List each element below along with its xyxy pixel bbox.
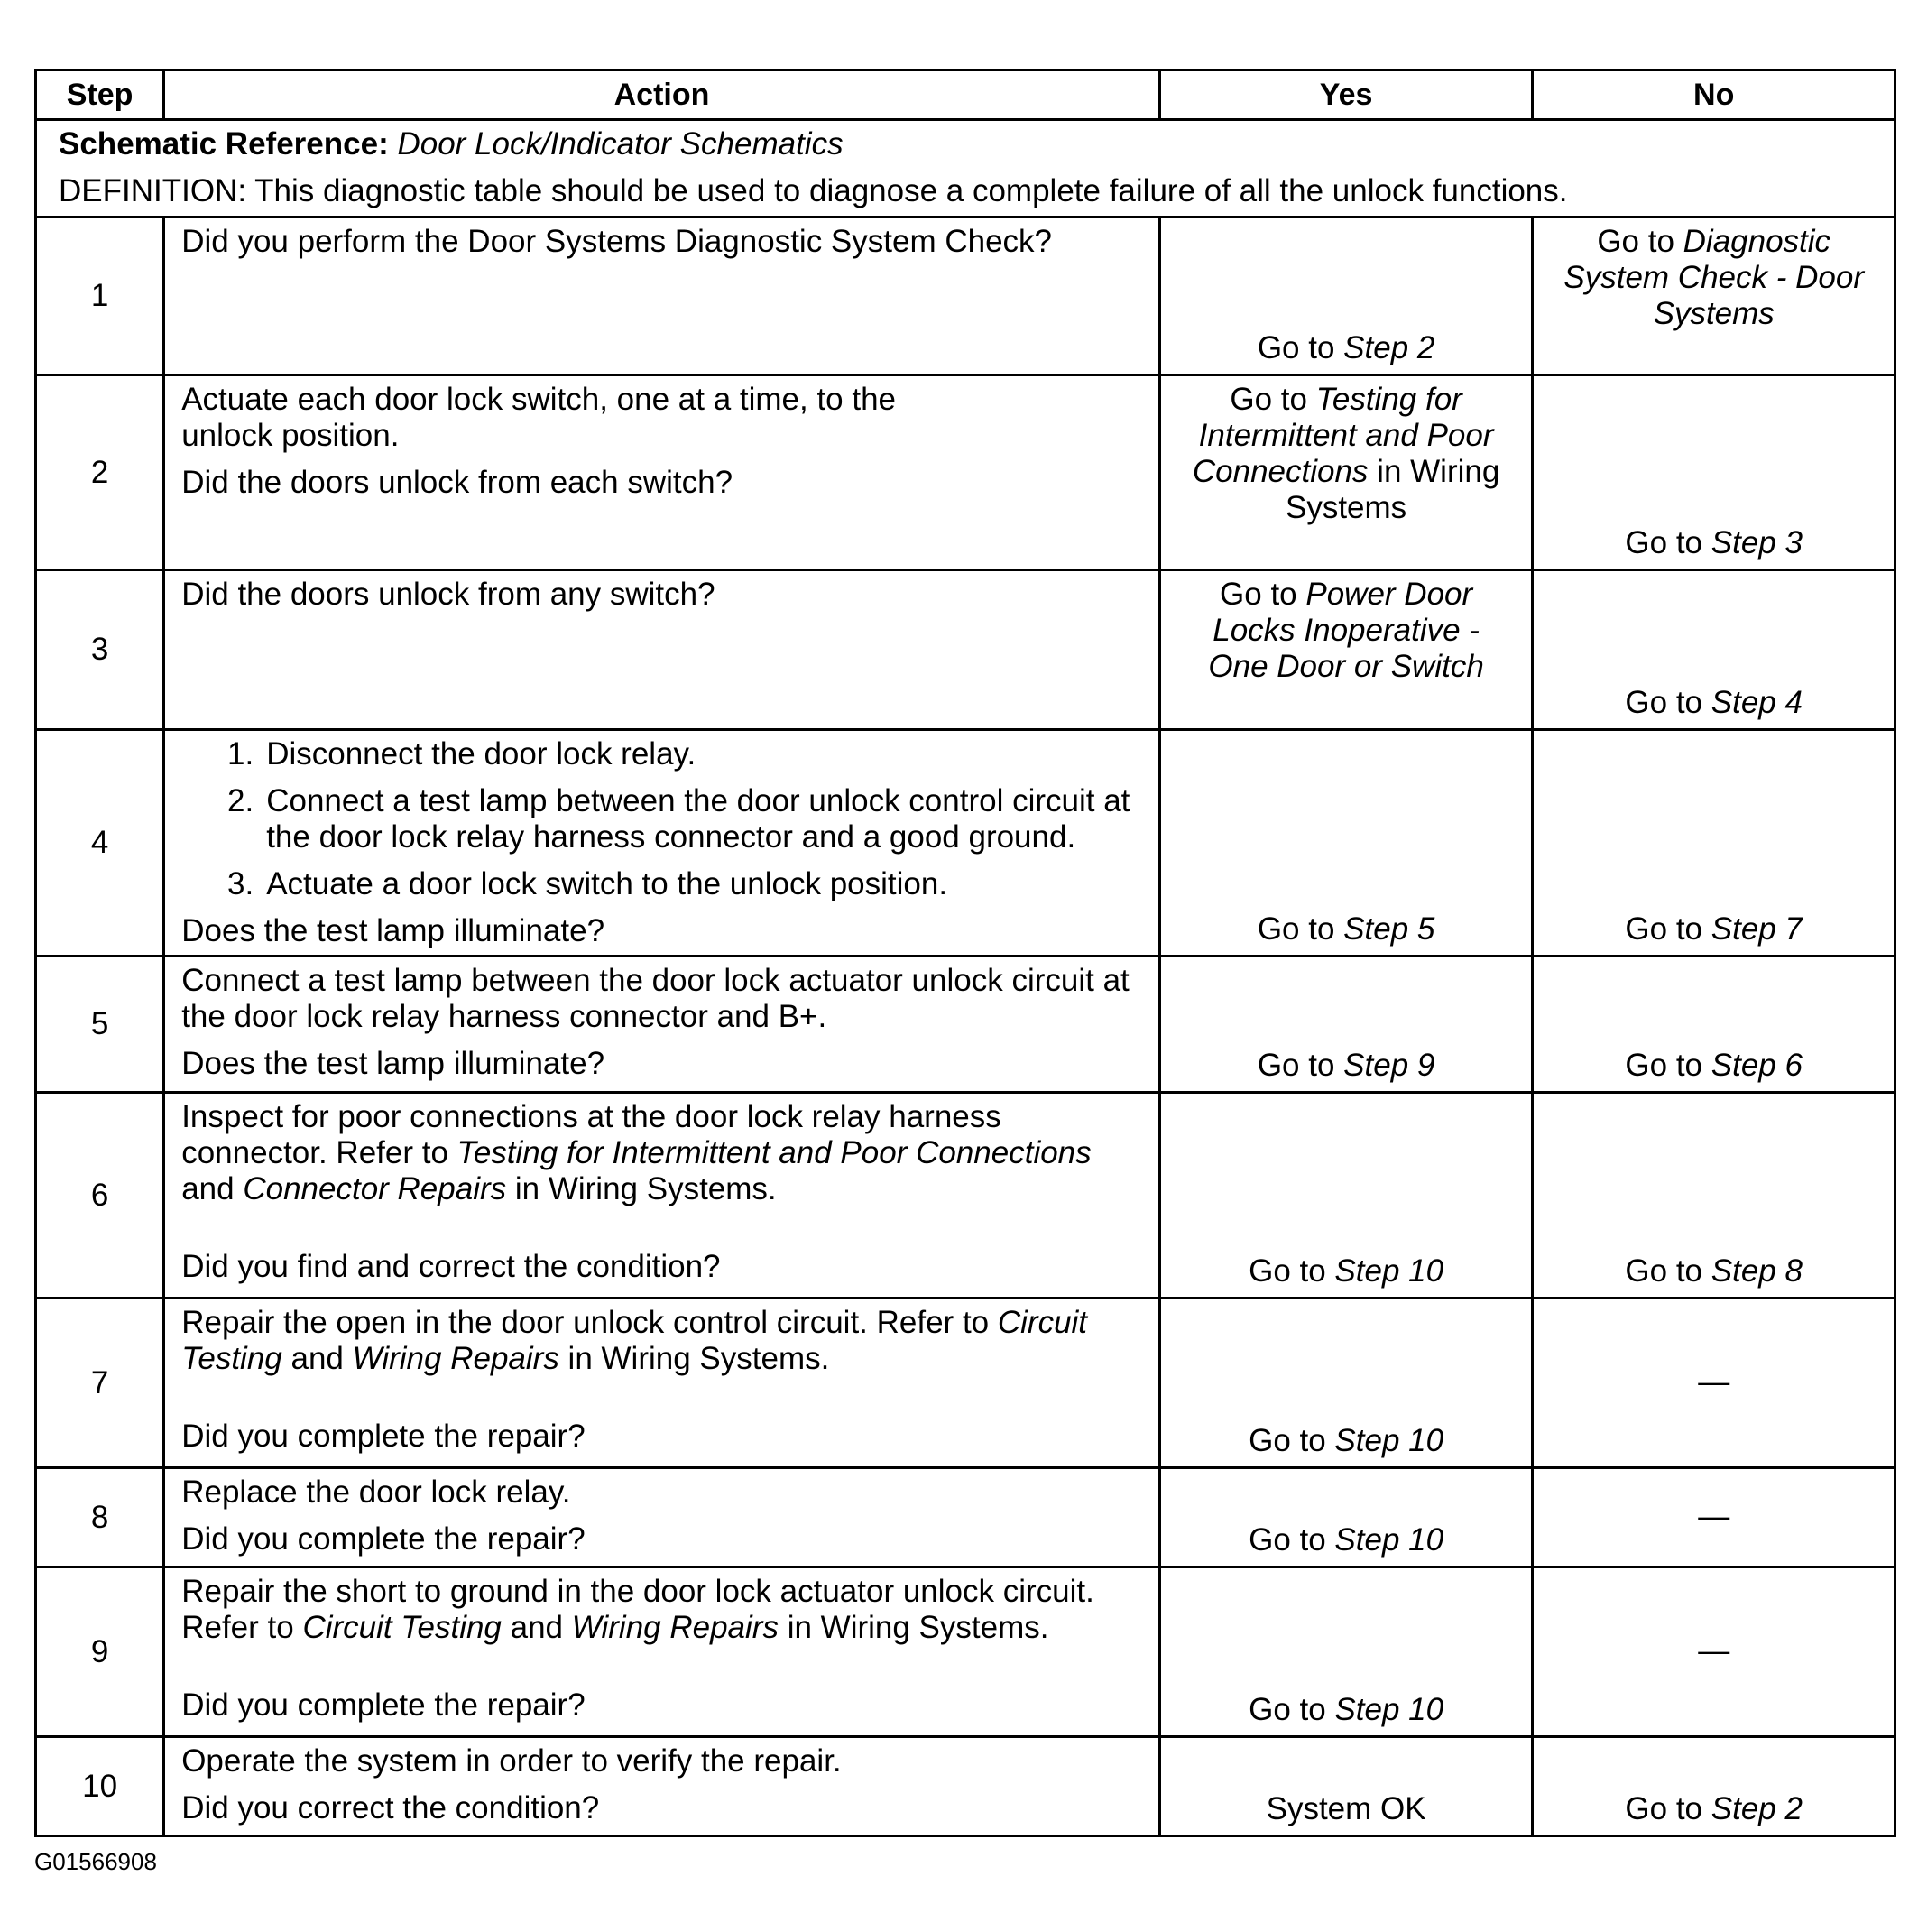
yes-prefix: Go to: [1230, 382, 1316, 417]
yes-link[interactable]: Step 10: [1334, 1692, 1444, 1727]
header-step: Step: [36, 70, 164, 120]
action-cell: [164, 1299, 1160, 1468]
header-yes: Yes: [1159, 70, 1533, 120]
action-text: [181, 1099, 1142, 1207]
no-cell: [1533, 1093, 1895, 1299]
list-text: Actuate a door lock switch to the unlock position.: [266, 866, 948, 901]
yes-prefix: Go to: [1257, 911, 1344, 947]
no-cell: [1533, 957, 1895, 1093]
yes-cell: [1159, 1567, 1533, 1737]
no-prefix: Go to: [1625, 685, 1711, 720]
yes-cell: [1159, 375, 1533, 570]
table-row: [36, 1093, 1895, 1299]
no-link[interactable]: Diagnostic System Check - Door Systems: [1563, 224, 1864, 331]
action-text-part: in Wiring Systems.: [778, 1610, 1049, 1645]
no-prefix: Go to: [1597, 224, 1683, 259]
action-question: Did you complete the repair?: [181, 1521, 586, 1557]
table-row: [36, 375, 1895, 570]
table-row: [36, 730, 1895, 957]
step-number: 7: [36, 1299, 164, 1468]
step-number: 4: [36, 730, 164, 957]
yes-suffix: in Wiring Systems: [1285, 454, 1500, 525]
no-cell: [1533, 1737, 1895, 1836]
header-action: Action: [164, 70, 1160, 120]
no-cell: [1533, 570, 1895, 730]
no-prefix: Go to: [1625, 525, 1711, 560]
header-row: [36, 70, 1895, 120]
action-question: Did the doors unlock from any switch?: [181, 577, 715, 612]
action-cell: [164, 957, 1160, 1093]
yes-link[interactable]: Step 2: [1343, 330, 1435, 365]
action-cell: [164, 1468, 1160, 1567]
yes-cell: [1159, 1299, 1533, 1468]
yes-prefix: Go to: [1257, 1048, 1344, 1083]
yes-prefix: Go to: [1249, 1692, 1335, 1727]
schematic-reference-cell: [36, 120, 1895, 217]
action-text-part: and: [281, 1341, 353, 1376]
step-number: 2: [36, 375, 164, 570]
list-number: 3.: [227, 866, 254, 901]
table-row: [36, 1299, 1895, 1468]
step-number: 3: [36, 570, 164, 730]
no-link[interactable]: Step 4: [1711, 685, 1803, 720]
action-question: Did you perform the Door Systems Diagnostic System Check?: [181, 224, 1053, 259]
yes-cell: [1159, 957, 1533, 1093]
no-link[interactable]: Step 8: [1711, 1253, 1803, 1289]
action-cell: [164, 730, 1160, 957]
yes-cell: System OK: [1159, 1737, 1533, 1836]
list-number: 2.: [227, 783, 254, 818]
yes-cell: [1159, 217, 1533, 375]
action-question: Did you correct the condition?: [181, 1790, 600, 1826]
yes-link[interactable]: Step 5: [1343, 911, 1435, 947]
action-text: [181, 1574, 1142, 1646]
no-cell: [1533, 730, 1895, 957]
step-number: 1: [36, 217, 164, 375]
step-number: 9: [36, 1567, 164, 1737]
yes-link[interactable]: Step 10: [1334, 1423, 1444, 1458]
action-text: Replace the door lock relay.: [181, 1474, 571, 1510]
step-number: 8: [36, 1468, 164, 1567]
yes-cell: [1159, 1093, 1533, 1299]
yes-link[interactable]: Power Door Locks Inoperative - One Door or Switch: [1208, 577, 1484, 684]
no-cell: [1533, 217, 1895, 375]
no-prefix: Go to: [1625, 1048, 1711, 1083]
diagnostic-table: [34, 69, 1896, 1837]
action-text: Connect a test lamp between the door lock actuator unlock circuit at the door lock relay harness connector and B+.: [181, 963, 1130, 1034]
action-text-part: and: [501, 1610, 572, 1645]
action-text-part: Inspect for poor connections at the door lock relay harness connector. Refer to: [181, 1099, 1001, 1170]
action-question: Does the test lamp illuminate?: [181, 1046, 605, 1081]
yes-prefix: Go to: [1249, 1253, 1335, 1289]
yes-link[interactable]: Step 9: [1343, 1048, 1435, 1083]
action-link[interactable]: Wiring Repairs: [352, 1341, 559, 1376]
no-link[interactable]: Step 7: [1711, 911, 1803, 947]
action-text: Operate the system in order to verify the repair.: [181, 1743, 842, 1779]
action-cell: [164, 1567, 1160, 1737]
no-prefix: Go to: [1625, 1253, 1711, 1289]
action-question: Did you complete the repair?: [181, 1687, 586, 1723]
no-prefix: Go to: [1625, 911, 1711, 947]
yes-prefix: Go to: [1249, 1522, 1335, 1558]
action-cell: [164, 1093, 1160, 1299]
step-number: 6: [36, 1093, 164, 1299]
action-text-part: in Wiring Systems.: [558, 1341, 830, 1376]
schematic-reference-label: Schematic Reference:: [59, 126, 389, 162]
action-text-part: Repair the open in the door unlock control circuit. Refer to: [181, 1305, 998, 1340]
header-no: No: [1533, 70, 1895, 120]
no-cell: —: [1533, 1567, 1895, 1737]
yes-link[interactable]: Testing for Intermittent and Poor Connections: [1192, 382, 1494, 489]
action-text: Actuate each door lock switch, one at a time, to the unlock position.: [181, 382, 897, 453]
no-link[interactable]: Step 2: [1711, 1791, 1803, 1826]
action-cell: [164, 217, 1160, 375]
yes-cell: [1159, 570, 1533, 730]
step-number: 5: [36, 957, 164, 1093]
table-row: [36, 1737, 1895, 1836]
action-text: [181, 1305, 1142, 1377]
action-text-part: in Wiring Systems.: [506, 1171, 777, 1206]
table-row: [36, 957, 1895, 1093]
action-question: Does the test lamp illuminate?: [181, 913, 605, 948]
table-row: [36, 217, 1895, 375]
action-link[interactable]: Testing for Intermittent and Poor Connections: [456, 1135, 1092, 1170]
yes-cell: [1159, 1468, 1533, 1567]
action-text-part: Repair the short to ground in the door lock actuator unlock circuit. Refer to: [181, 1574, 1094, 1645]
schematic-reference-link[interactable]: Door Lock/Indicator Schematics: [397, 126, 844, 162]
action-question: Did you complete the repair?: [181, 1419, 586, 1454]
yes-prefix: Go to: [1249, 1423, 1335, 1458]
no-prefix: Go to: [1625, 1791, 1711, 1826]
action-cell: [164, 375, 1160, 570]
yes-cell: [1159, 730, 1533, 957]
action-cell: [164, 1737, 1160, 1836]
table-row: [36, 1468, 1895, 1567]
action-question: Did you find and correct the condition?: [181, 1249, 721, 1284]
action-link[interactable]: Wiring Repairs: [571, 1610, 779, 1645]
schematic-reference-row: [36, 120, 1895, 217]
list-text: Connect a test lamp between the door unlock control circuit at the door lock relay harness connector and a good ground.: [266, 783, 1130, 855]
action-link[interactable]: Connector Repairs: [243, 1171, 507, 1206]
yes-link[interactable]: Step 10: [1334, 1253, 1444, 1289]
no-cell: —: [1533, 1299, 1895, 1468]
yes-link[interactable]: Step 10: [1334, 1522, 1444, 1558]
action-question: Did the doors unlock from each switch?: [181, 465, 733, 500]
no-link[interactable]: Step 3: [1711, 525, 1803, 560]
list-text: Disconnect the door lock relay.: [266, 736, 696, 772]
action-link[interactable]: Circuit Testing: [302, 1610, 502, 1645]
list-number: 1.: [227, 736, 254, 772]
no-cell: —: [1533, 1468, 1895, 1567]
figure-id: G01566908: [34, 1848, 157, 1875]
list-item: [181, 736, 1142, 772]
yes-prefix: Go to: [1257, 330, 1344, 365]
procedure-list: [181, 736, 1142, 902]
action-text-part: and: [181, 1171, 244, 1206]
table-row: [36, 570, 1895, 730]
definition-text: DEFINITION: This diagnostic table should be used to diagnose a complete failure of all the unlock functions.: [59, 173, 1568, 208]
no-cell: [1533, 375, 1895, 570]
table-row: [36, 1567, 1895, 1737]
no-link[interactable]: Step 6: [1711, 1048, 1803, 1083]
step-number: 10: [36, 1737, 164, 1836]
yes-prefix: Go to: [1220, 577, 1306, 612]
list-item: [181, 866, 1142, 902]
list-item: [181, 783, 1142, 855]
action-cell: [164, 570, 1160, 730]
action-link[interactable]: Circuit Testing: [181, 1305, 1088, 1376]
